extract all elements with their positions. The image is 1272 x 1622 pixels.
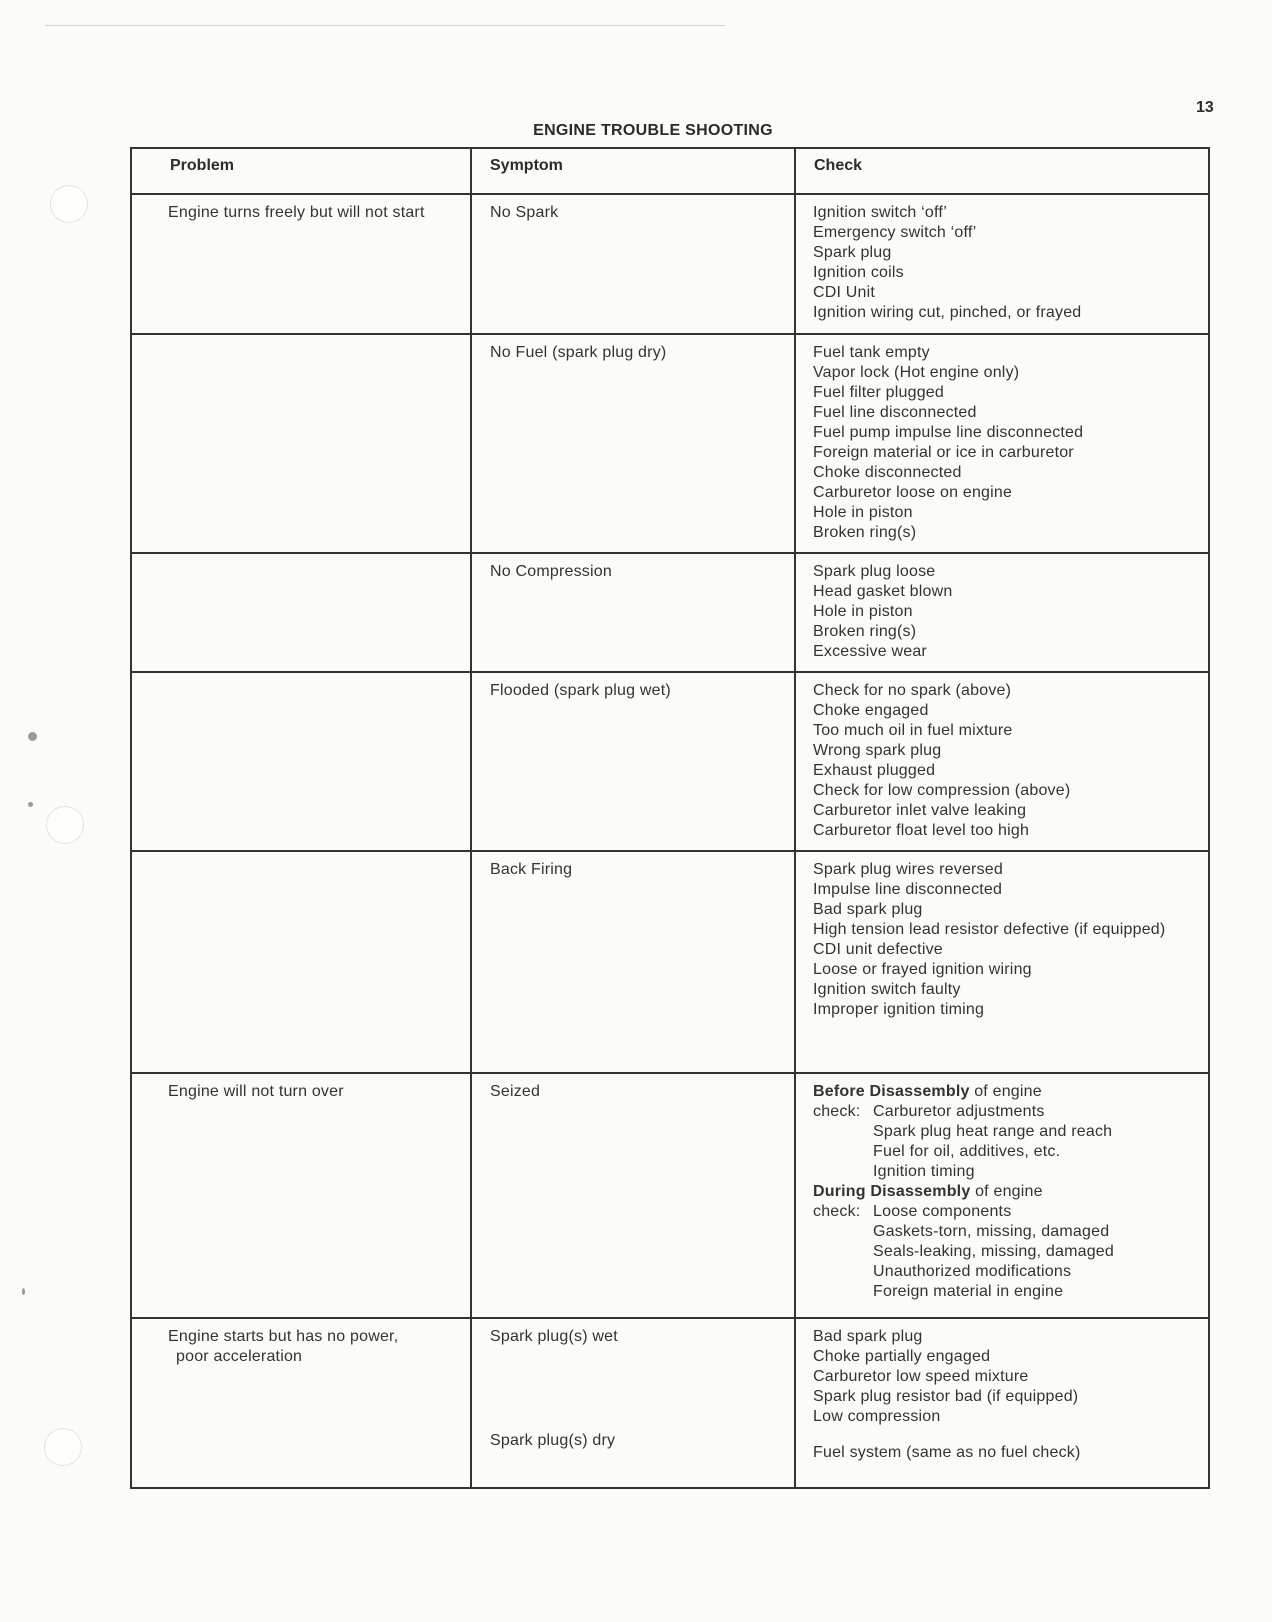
check-item: Choke engaged (813, 702, 929, 719)
check-item: Bad spark plug (813, 1328, 923, 1345)
problem-line: poor acceleration (176, 1348, 303, 1365)
check-item: Loose or frayed ignition wiring (813, 961, 1032, 978)
symptom-cell: No Spark (471, 194, 795, 334)
check-item: Carburetor float level too high (813, 822, 1030, 839)
problem-cell: Engine turns freely but will not start (131, 194, 471, 334)
during-disassembly-suffix: of engine (970, 1183, 1043, 1200)
check-item: Too much oil in fuel mixture (813, 722, 1013, 739)
check-item: Fuel filter plugged (813, 384, 944, 401)
during-disassembly-label: During Disassembly (813, 1183, 971, 1200)
check-item: Vapor lock (Hot engine only) (813, 364, 1020, 381)
before-disassembly-label: Before Disassembly (813, 1083, 970, 1100)
check-item: Seals-leaking, missing, damaged (873, 1243, 1114, 1260)
check-item: CDI unit defective (813, 941, 943, 958)
check-item: Choke partially engaged (813, 1348, 991, 1365)
page-number: 13 (1196, 99, 1214, 116)
check-item: Unauthorized modifications (873, 1263, 1072, 1280)
check-cell (795, 553, 1209, 672)
check-cell (795, 194, 1209, 334)
check-item: Exhaust plugged (813, 762, 936, 779)
check-item: Spark plug (813, 244, 892, 261)
check-item: CDI Unit (813, 284, 876, 301)
table-row (131, 553, 1209, 672)
header-symptom: Symptom (471, 148, 795, 194)
scan-speck (28, 732, 37, 741)
check-label: check: (813, 1203, 861, 1220)
check-item: High tension lead resistor defective (if equipped) (813, 921, 1166, 938)
check-item: Carburetor adjustments (873, 1103, 1045, 1120)
check-cell (795, 334, 1209, 553)
scan-speck (22, 1288, 25, 1295)
table-row (131, 194, 1209, 334)
problem-cell (131, 334, 471, 553)
check-item: Check for low compression (above) (813, 782, 1071, 799)
check-item: Hole in piston (813, 504, 913, 521)
check-item: Fuel tank empty (813, 344, 930, 361)
table-row (131, 672, 1209, 851)
check-item: Low compression (813, 1408, 941, 1425)
header-problem: Problem (131, 148, 471, 194)
problem-cell (131, 553, 471, 672)
check-item: Choke disconnected (813, 464, 962, 481)
check-item: Carburetor inlet valve leaking (813, 802, 1027, 819)
binder-hole-middle (46, 806, 84, 844)
symptom-cell: Seized (471, 1073, 795, 1318)
problem-cell (131, 851, 471, 1073)
symptom-cell: No Fuel (spark plug dry) (471, 334, 795, 553)
check-item: Ignition wiring cut, pinched, or frayed (813, 304, 1082, 321)
binder-hole-top (50, 185, 88, 223)
check-item: Foreign material or ice in carburetor (813, 444, 1074, 461)
check-cell (795, 851, 1209, 1073)
check-item: Spark plug wires reversed (813, 861, 1003, 878)
check-item: Foreign material in engine (873, 1283, 1064, 1300)
table-header-row (131, 148, 1209, 194)
check-item: Ignition switch faulty (813, 981, 961, 998)
check-item: Improper ignition timing (813, 1001, 985, 1018)
scan-top-rule (45, 25, 725, 26)
troubleshooting-table (130, 147, 1210, 1489)
check-item: Loose components (873, 1203, 1012, 1220)
check-item: Fuel pump impulse line disconnected (813, 424, 1084, 441)
check-item: Spark plug resistor bad (if equipped) (813, 1388, 1079, 1405)
check-item: Check for no spark (above) (813, 682, 1012, 699)
before-disassembly-heading (813, 1082, 1196, 1102)
table-row (131, 851, 1209, 1073)
check-cell (795, 672, 1209, 851)
check-label: check: (813, 1103, 861, 1120)
check-item: Ignition switch ‘off’ (813, 204, 948, 221)
check-item: Fuel for oil, additives, etc. (873, 1143, 1061, 1160)
check-item: Spark plug loose (813, 563, 936, 580)
symptom-cell: No Compression (471, 553, 795, 672)
problem-cell (131, 1318, 471, 1488)
problem-line: Engine starts but has no power, (168, 1328, 399, 1345)
check-cell (795, 1073, 1209, 1318)
symptom-item: Spark plug(s) wet (490, 1328, 618, 1345)
check-cell (795, 1318, 1209, 1488)
problem-cell (131, 672, 471, 851)
scan-speck (28, 802, 33, 807)
check-item: Fuel system (same as no fuel check) (813, 1444, 1081, 1461)
check-item: Ignition timing (873, 1163, 975, 1180)
during-disassembly-heading (813, 1182, 1196, 1202)
check-item: Impulse line disconnected (813, 881, 1003, 898)
check-item: Emergency switch ‘off’ (813, 224, 977, 241)
symptom-cell (471, 1318, 795, 1488)
check-item: Fuel line disconnected (813, 404, 977, 421)
before-disassembly-suffix: of engine (969, 1083, 1042, 1100)
check-item: Head gasket blown (813, 583, 953, 600)
before-check-row (813, 1102, 1196, 1122)
check-item: Carburetor low speed mixture (813, 1368, 1029, 1385)
problem-cell: Engine will not turn over (131, 1073, 471, 1318)
check-item: Carburetor loose on engine (813, 484, 1013, 501)
check-item: Gaskets-torn, missing, damaged (873, 1223, 1110, 1240)
table-row (131, 334, 1209, 553)
check-item: Bad spark plug (813, 901, 923, 918)
check-item: Spark plug heat range and reach (873, 1123, 1113, 1140)
during-check-row (813, 1202, 1196, 1222)
check-item: Ignition coils (813, 264, 904, 281)
table-row (131, 1073, 1209, 1318)
check-item: Excessive wear (813, 643, 927, 660)
page-title: ENGINE TROUBLE SHOOTING (533, 122, 773, 139)
symptom-item: Spark plug(s) dry (490, 1432, 616, 1449)
symptom-cell: Back Firing (471, 851, 795, 1073)
check-item: Broken ring(s) (813, 623, 917, 640)
symptom-cell: Flooded (spark plug wet) (471, 672, 795, 851)
header-check: Check (795, 148, 1209, 194)
check-item: Broken ring(s) (813, 524, 917, 541)
check-item: Hole in piston (813, 603, 913, 620)
check-item: Wrong spark plug (813, 742, 942, 759)
binder-hole-bottom (44, 1428, 82, 1466)
table-row (131, 1318, 1209, 1488)
